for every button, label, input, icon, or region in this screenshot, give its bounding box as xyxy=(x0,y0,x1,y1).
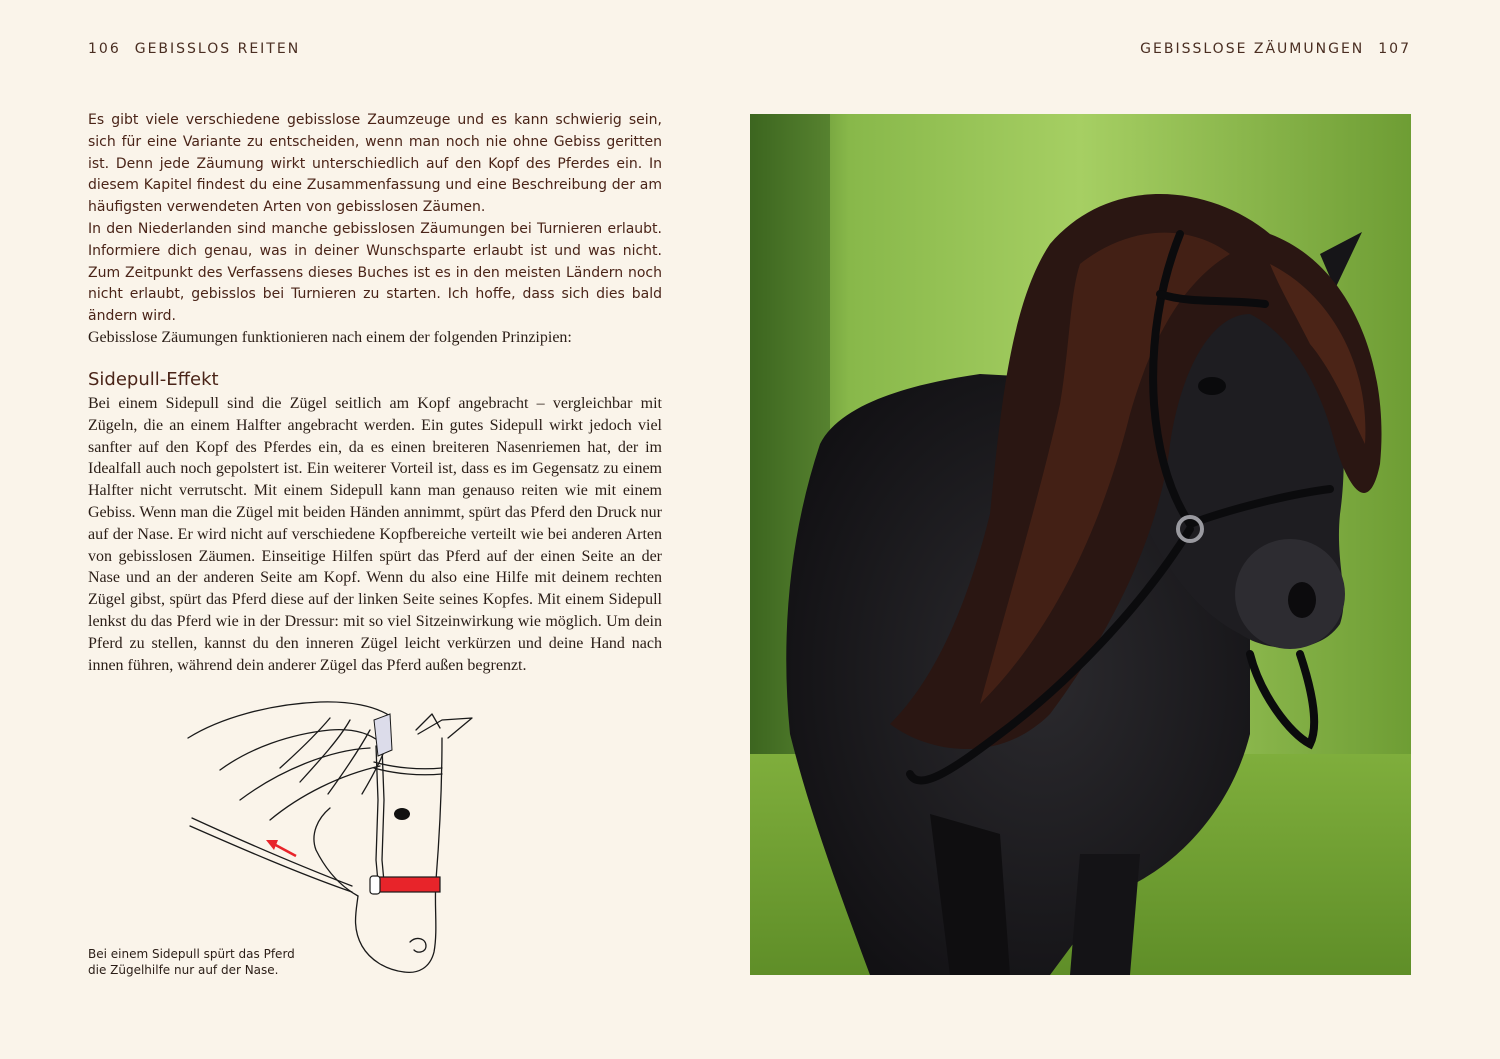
left-running-title: GEBISSLOS REITEN xyxy=(134,41,301,57)
horse-photo xyxy=(750,114,1411,975)
right-running-title: GEBISSLOSE ZÄUMUNGEN xyxy=(1140,41,1365,57)
horse-head-drawing xyxy=(180,690,510,990)
black-pony-photo xyxy=(750,114,1411,975)
left-page-number: 106 xyxy=(88,41,121,57)
right-page-number: 107 xyxy=(1378,41,1411,57)
caption-line: Bei einem Sidepull spürt das Pferd xyxy=(88,947,295,961)
caption-line: die Zügelhilfe nur auf der Nase. xyxy=(88,963,279,977)
intro-text xyxy=(88,110,662,328)
intro-paragraph: Es gibt viele verschiedene gebisslose Zaumzeuge und es kann schwierig sein, sich für eine Variante zu entscheiden, wenn man noch nie ohne Gebiss geritten ist. Denn jede Zäumung wirkt unterschiedlich auf den Kopf des Pferdes ein. In diesem Kapitel findest du eine Zusammenfassung und eine Beschreibung der am häufigsten verwendeten Arten von gebisslosen Zäumen. xyxy=(88,112,662,216)
left-running-head xyxy=(88,41,300,57)
section-heading: Sidepull-Effekt xyxy=(88,369,219,390)
intro-paragraph: In den Niederlanden sind manche gebisslosen Zäumungen bei Turnieren erlaubt. Informiere dich genau, was in deiner Wunschsparte erlaubt ist und was nicht. Zum Zeitpunkt des Verfassens dieses Buches ist es in den meisten Ländern noch nicht erlaubt, gebisslos bei Turnieren zu starten. Ich hoffe, dass sich dies bald ändern wird. xyxy=(88,220,662,325)
section-body: Bei einem Sidepull sind die Zügel seitlich am Kopf angebracht – vergleichbar mit Zügeln, die an einem Halfter angebracht werden. Ein gutes Sidepull wirkt jedoch viel sanfter auf den Kopf des Pferdes ein, da es einen breiteren Nasenriemen hat, der im Idealfall auch noch gepolstert ist. Ein weiterer Vorteil ist, dass es im Gegensatz zu einem Halfter nicht verrutscht. Mit einem Sidepull kann man genauso reiten wie mit einem Gebiss. Wenn man die Zügel mit beiden Händen annimmt, spürt das Pferd den Druck nur auf der Nase. Er wird nicht auf verschiedene Kopfbereiche verteilt wie bei anderen Arten von gebisslosen Zäumen. Einseitige Hilfen spürt das Pferd auf der einen Seite an der Nase und an der anderen Seite am Kopf. Wenn du also eine Hilfe mit deinem rechten Zügel gibst, spürt das Pferd diese auf der linken Seite seines Kopfes. Mit einem Sidepull lenkst du das Pferd wie in der Dressur: mit so viel Sitzeinwirkung wie möglich. Um dein Pferd zu stellen, kannst du den inneren Zügel leicht verkürzen und deine Hand nach innen führen, während dein anderer Zügel das Pferd außen begrenzt. xyxy=(88,395,662,674)
figure-caption xyxy=(88,946,308,978)
right-running-head xyxy=(1140,41,1411,57)
principles-line: Gebisslose Zäumungen funktionieren nach einem der folgenden Prinzipien: xyxy=(88,329,572,346)
sidepull-illustration xyxy=(180,690,510,990)
